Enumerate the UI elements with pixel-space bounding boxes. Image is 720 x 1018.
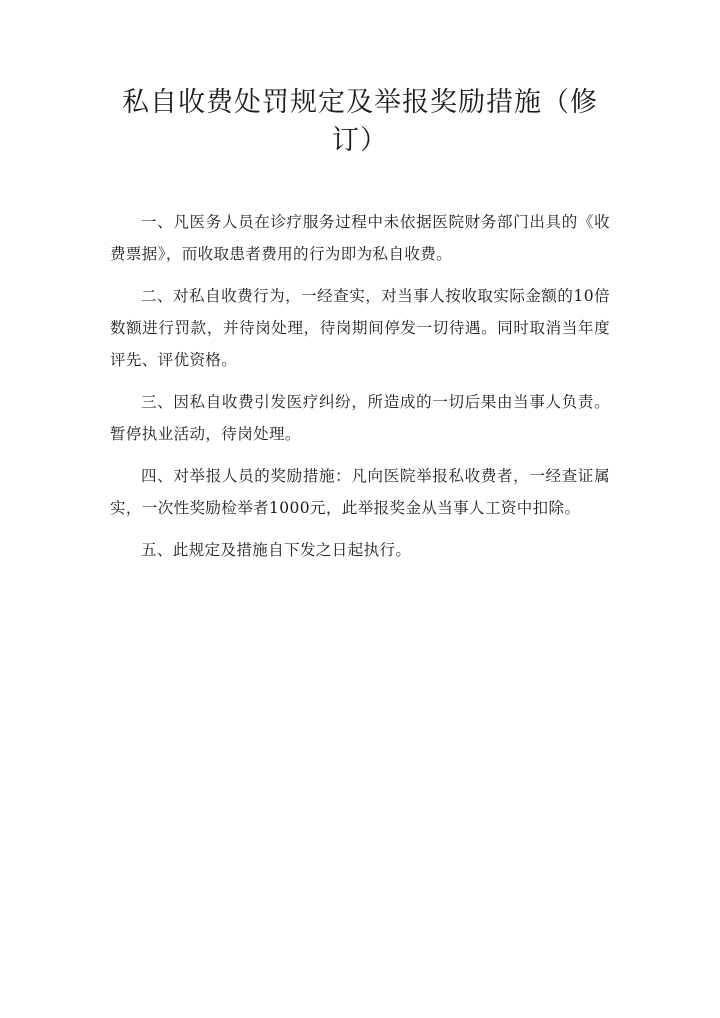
paragraph-5: 五、此规定及措施自下发之日起执行。 [141, 541, 412, 559]
document-title: 私自收费处罚规定及举报奖励措施（修订） [122, 87, 598, 156]
paragraph-1: 一、凡医务人员在诊疗服务过程中未依据医院财务部门出具的《收费票据》，而收取患者费用的行为即为私自收费。 [110, 213, 610, 263]
paragraph-4: 四、对举报人员的奖励措施：凡向医院举报私收费者，一经查证属实，一次性奖励检举者1000元，此举报奖金从当事人工资中扣除。 [110, 467, 610, 517]
document-body [110, 206, 610, 576]
paragraph-2: 二、对私自收费行为，一经查实，对当事人按收取实际金额的10倍数额进行罚款，并待岗处理，待岗期间停发一切待遇。同时取消当年度评先、评优资格。 [110, 287, 610, 369]
paragraph-3: 三、因私自收费引发医疗纠纷，所造成的一切后果由当事人负责。暂停执业活动，待岗处理。 [110, 393, 610, 443]
